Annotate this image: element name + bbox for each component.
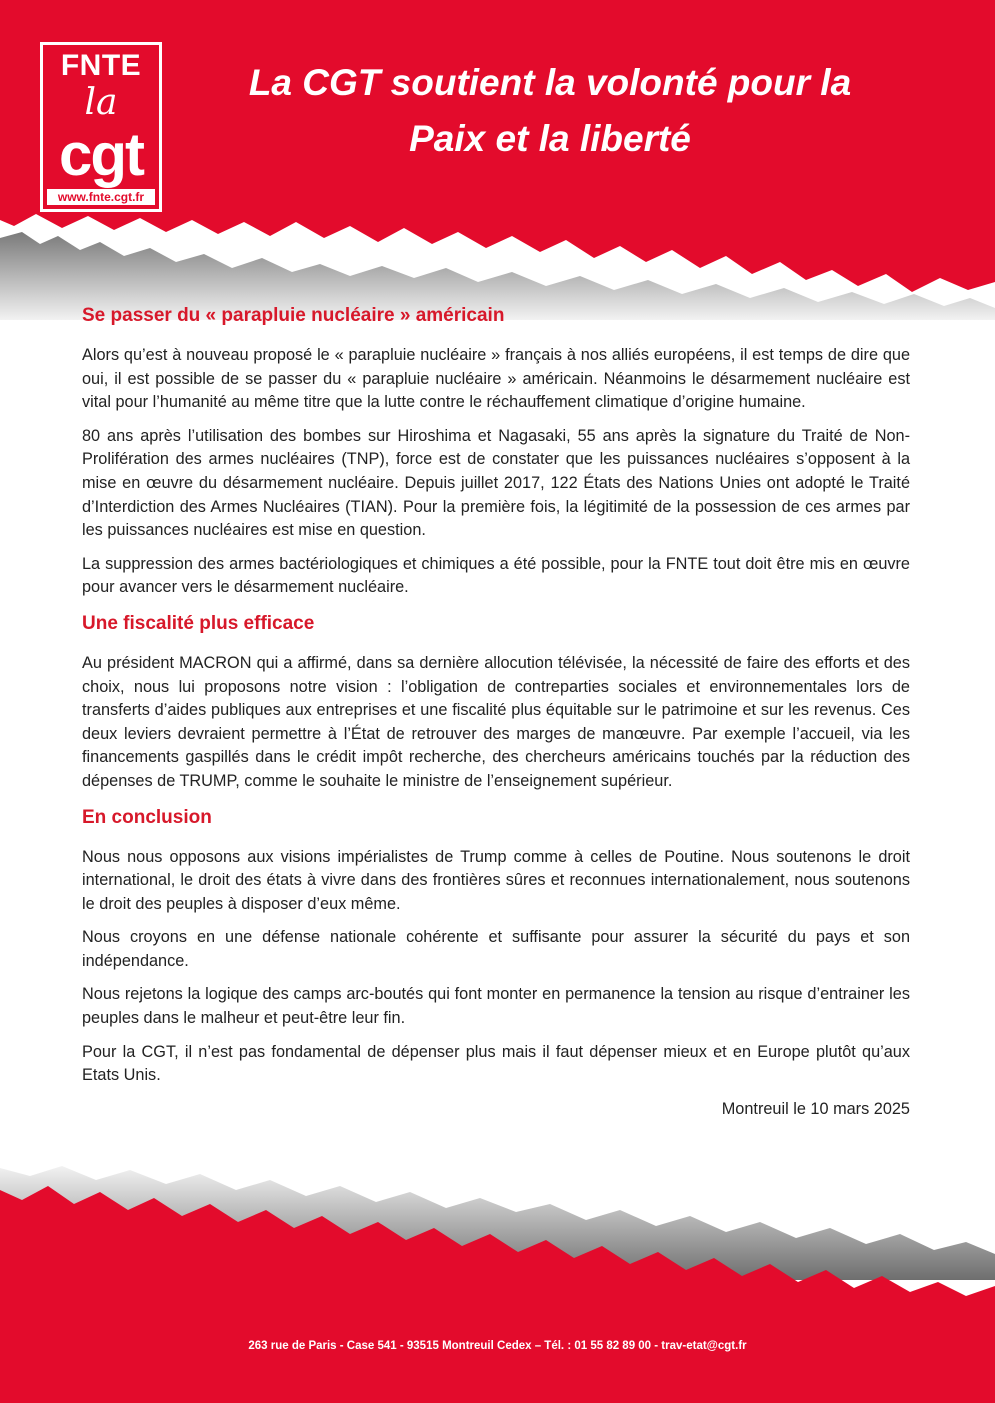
logo-fnte-text: FNTE: [60, 49, 142, 82]
paragraph: Pour la CGT, il n’est pas fondamental de dépenser plus mais il faut dépenser mieux et en Europe plutôt qu’aux Etats Unis.: [82, 1042, 910, 1085]
main-content: [82, 302, 910, 1121]
fnte-cgt-logo: [40, 42, 162, 212]
logo-url: www.fnte.cgt.fr: [47, 189, 155, 205]
paragraph: Nous rejetons la logique des camps arc-boutés qui font monter en permanence la tension au risque d’entrainer les peuples dans le malheur et peut-être leur fin.: [82, 985, 910, 1028]
logo-la-text: la: [84, 82, 118, 123]
section-heading-fiscalite: Une fiscalité plus efficace: [82, 612, 315, 634]
footer-torn-banner: [0, 1150, 995, 1403]
title-line-2: Paix et la liberté: [409, 118, 691, 159]
footer-address: 263 rue de Paris - Case 541 - 93515 Montreuil Cedex – Tél. : 01 55 82 89 00 - trav-etat@cgt.fr: [248, 1340, 747, 1352]
logo-cgt-text: cgt: [59, 121, 143, 188]
paragraph: Au président MACRON qui a affirmé, dans sa dernière allocution télévisée, la nécessité de faire des efforts et des choix, nous lui proposons notre vision : l’obligation de contreparties sociales et environnementales lors de transferts d’aides publiques aux entreprises et une fiscalité plus équitable sur le patrimoine et sur les revenus. Ces deux leviers devraient permettre à l’État de retrouver des marges de manœuvre. Par exemple l’accueil, via les financements gaspillés dans le crédit impôt recherche, des chercheurs américains touchés par la réduction des dépenses de TRUMP, comme le souhaite le ministre de l’enseignement supérieur.: [82, 653, 910, 790]
section-heading-conclusion: En conclusion: [82, 806, 212, 828]
section-heading-nuclear: Se passer du « parapluie nucléaire » américain: [82, 305, 505, 326]
title-line-1: La CGT soutient la volonté pour la: [248, 62, 852, 103]
paragraph: Nous croyons en une défense nationale cohérente et suffisante pour assurer la sécurité du pays et son indépendance.: [82, 928, 910, 970]
document-date: Montreuil le 10 mars 2025: [721, 1099, 910, 1118]
paragraph: Nous nous opposons aux visions impérialistes de Trump comme à celles de Poutine. Nous soutenons le droit international, le droit des états à vivre dans des frontières sûres et reconnues internationalement, nous soutenons le droit des peuples à disposer d’eux même.: [82, 847, 910, 913]
paragraph: 80 ans après l’utilisation des bombes sur Hiroshima et Nagasaki, 55 ans après la signature du Traité de Non-Prolifération des armes nucléaires (TNP), force est de constater que les puissances nucléaires s’opposent à la mise en œuvre du désarmement nucléaire. Depuis juillet 2017, 122 États des Nations Unies ont adopté le Traité d’Interdiction des Armes Nucléaires (TIAN). Pour la première fois, la légitimité de la possession de ces armes par les puissances nucléaires est mise en question.: [82, 426, 910, 540]
paragraph: Alors qu’est à nouveau proposé le « parapluie nucléaire » français à nos alliés européens, il est temps de dire que oui, il est possible de se passer du « parapluie nucléaire » américain. Néanmoins le désarmement nucléaire est vital pour l’humanité au même titre que la lutte contre le réchauffement climatique d’origine humaine.: [82, 346, 910, 412]
page-title: [180, 55, 920, 167]
paragraph: La suppression des armes bactériologiques et chimiques a été possible, pour la FNTE tout doit être mis en œuvre pour avancer vers le désarmement nucléaire.: [82, 554, 910, 597]
